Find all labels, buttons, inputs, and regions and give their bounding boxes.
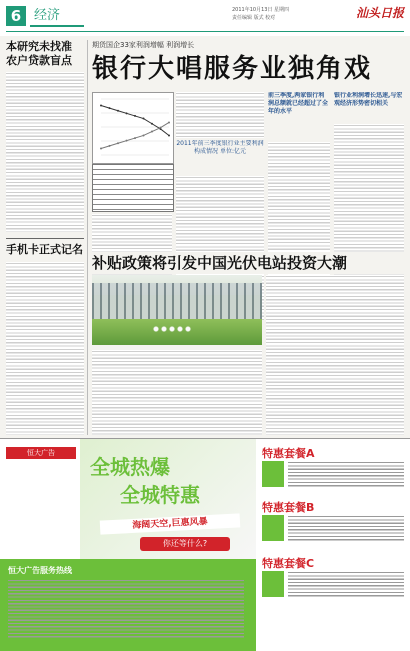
chart-point <box>134 115 136 117</box>
ad-badge: 你还等什么? <box>140 537 230 551</box>
masthead-meta-2: 责任编辑 版式 校对 <box>232 15 276 21</box>
pull-quote-1: 前三季度,两家银行利润总额就已经超过了全年的水平 <box>268 92 329 115</box>
line-chart <box>93 93 173 163</box>
ad-slogan-2: 全城特惠 <box>120 483 200 507</box>
chart-point <box>126 112 128 114</box>
chart-point <box>117 142 119 144</box>
chart-series-line <box>101 122 169 148</box>
package-c-price <box>262 571 284 597</box>
paper-logo: 汕头日报 <box>355 6 404 20</box>
chart-series-line <box>101 106 169 136</box>
page-number-badge: 6 <box>6 6 26 26</box>
chart-point <box>168 121 170 123</box>
lead-text-col2a <box>176 92 264 138</box>
chart-point <box>143 118 145 120</box>
second-text-bottom <box>92 350 262 435</box>
left-headline: 本研究未找准 农户贷款盲点 <box>6 40 72 67</box>
ad-contact-strip <box>0 559 256 651</box>
chart-box <box>92 92 174 164</box>
package-b-price <box>262 515 284 541</box>
chart-point <box>109 107 111 109</box>
left-story-text <box>6 72 84 232</box>
package-a-details <box>288 461 404 487</box>
package-b-title: 特惠套餐B <box>262 501 315 514</box>
ad-ribbon: 海阔天空,巨惠风暴 <box>100 513 241 534</box>
second-text-right <box>266 275 404 435</box>
ad-contact-lines <box>8 579 244 639</box>
ad-contact-title: 恒大广告服务热线 <box>8 566 72 575</box>
masthead <box>0 0 410 36</box>
package-b-details <box>288 515 404 541</box>
ad-brand-logo: 恒大广告 <box>6 447 76 459</box>
masthead-meta-1: 2011年10月13日 星期四 <box>232 7 290 13</box>
ad-packages <box>256 439 410 651</box>
chart-point <box>117 110 119 112</box>
ad-slogan-panel <box>80 439 256 559</box>
ad-block <box>0 438 410 651</box>
chart-table <box>92 164 174 212</box>
package-a-title: 特惠套餐A <box>262 447 315 460</box>
pull-quote-2: 银行业利润增长迅速,与宏观经济形势密切相关 <box>334 92 403 107</box>
chart-point <box>100 105 102 107</box>
chart-point <box>151 131 153 133</box>
chart-point <box>143 134 145 136</box>
sheep <box>152 325 192 333</box>
chart-point <box>151 123 153 125</box>
lead-headline: 银行大唱服务业独角戏 <box>92 54 373 84</box>
second-headline: 补贴政策将引发中国光伏电站投资大潮 <box>92 252 404 274</box>
chart-point <box>168 134 170 136</box>
left-story2-text <box>6 262 84 435</box>
package-a-price <box>262 461 284 487</box>
chart-point <box>134 137 136 139</box>
section-tab: 经济 <box>30 7 84 27</box>
left-divider <box>6 238 84 239</box>
lead-kicker: 期货国企33家利润增幅 利润增长 <box>92 41 195 49</box>
ad-slogan-1: 全城热爆 <box>90 455 170 479</box>
left-story2-headline: 手机卡正式记名 <box>6 243 83 256</box>
left-column <box>6 40 84 435</box>
package-c-details <box>288 571 404 597</box>
masthead-rule <box>6 31 404 32</box>
package-c-title: 特惠套餐C <box>262 557 315 570</box>
chart-point <box>109 145 111 147</box>
solar-photo <box>92 275 262 345</box>
solar-panels <box>92 283 262 319</box>
chart-caption: 2011年前三季度银行业主要利润构成情况 单位:亿元 <box>176 140 264 155</box>
chart-point <box>160 127 162 129</box>
ad-left-panel <box>0 439 80 559</box>
chart-point <box>100 147 102 149</box>
left-column-separator <box>87 40 88 435</box>
chart-point <box>126 140 128 142</box>
